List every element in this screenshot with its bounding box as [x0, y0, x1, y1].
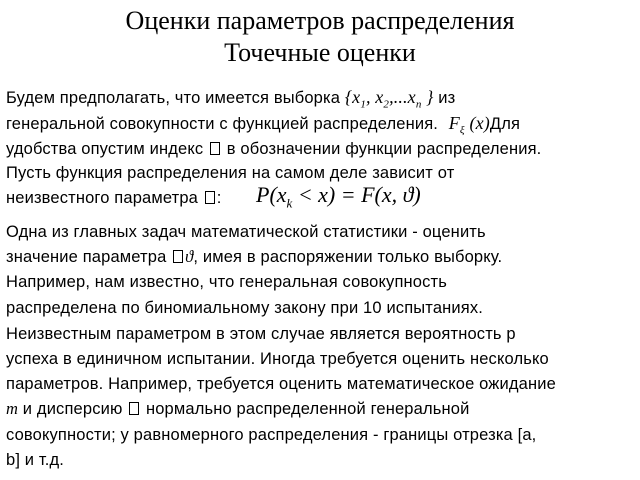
text: Для: [489, 115, 521, 133]
text: удобства опустим индекс: [6, 140, 204, 158]
paragraph2-line9: совокупности; у равномерного распределения - границы отрезка [a,: [6, 426, 537, 444]
text: из: [438, 89, 456, 107]
text: в обозначении функции распределения.: [226, 140, 542, 158]
slide-subtitle: Точечные оценки: [224, 38, 416, 67]
text: , имея в распоряжении только выборку.: [193, 248, 503, 266]
text: значение параметра: [6, 248, 167, 266]
text: и дисперсию: [18, 400, 123, 418]
paragraph2-line2: [6, 245, 502, 269]
slide-title: Оценки параметров распределения: [125, 6, 515, 35]
sample-set: {$x_1$, $x_2,...x_n$ }: [344, 87, 434, 111]
mean-symbol: m: [6, 399, 19, 418]
distribution-function: $F_\xi$ (x): [448, 113, 490, 137]
paragraph1-line3: [6, 137, 541, 161]
paragraph2-line10: b] и т.д.: [6, 451, 65, 469]
text: генеральной совокупности с функцией распределения.: [6, 115, 439, 133]
missing-glyph-icon: [129, 402, 139, 415]
missing-glyph-icon: [210, 142, 220, 155]
theta-symbol: ϑ: [185, 247, 194, 266]
text: неизвестного параметра: [6, 189, 198, 207]
text: Будем предполагать, что имеется выборка: [6, 89, 341, 107]
paragraph2-line5: Неизвестным параметром в этом случае является вероятность р: [6, 325, 516, 343]
paragraph2-line7: параметров. Например, требуется оценить математическое ожидание: [6, 375, 556, 393]
paragraph1-line5: неизвестного параметра :: [6, 189, 222, 207]
missing-glyph-icon: [205, 191, 215, 204]
paragraph1-line4: Пусть функция распределения на самом деле зависит от: [6, 164, 455, 182]
paragraph2-line3: Например, нам известно, что генеральная совокупность: [6, 273, 447, 291]
paragraph2-line6: успеха в единичном испытании. Иногда требуется оценить несколько: [6, 350, 549, 368]
paragraph2-line4: распределена по биномиальному закону при 10 испытаниях.: [6, 299, 484, 317]
missing-glyph-icon: [173, 250, 183, 263]
probability-formula: $P(x_k < x) = F(x$, ϑ): [256, 182, 421, 211]
paragraph2-line8: [6, 397, 469, 421]
text: нормально распределенной генеральной: [141, 400, 470, 418]
paragraph2-line1: Одна из главных задач математической статистики - оценить: [6, 223, 486, 241]
